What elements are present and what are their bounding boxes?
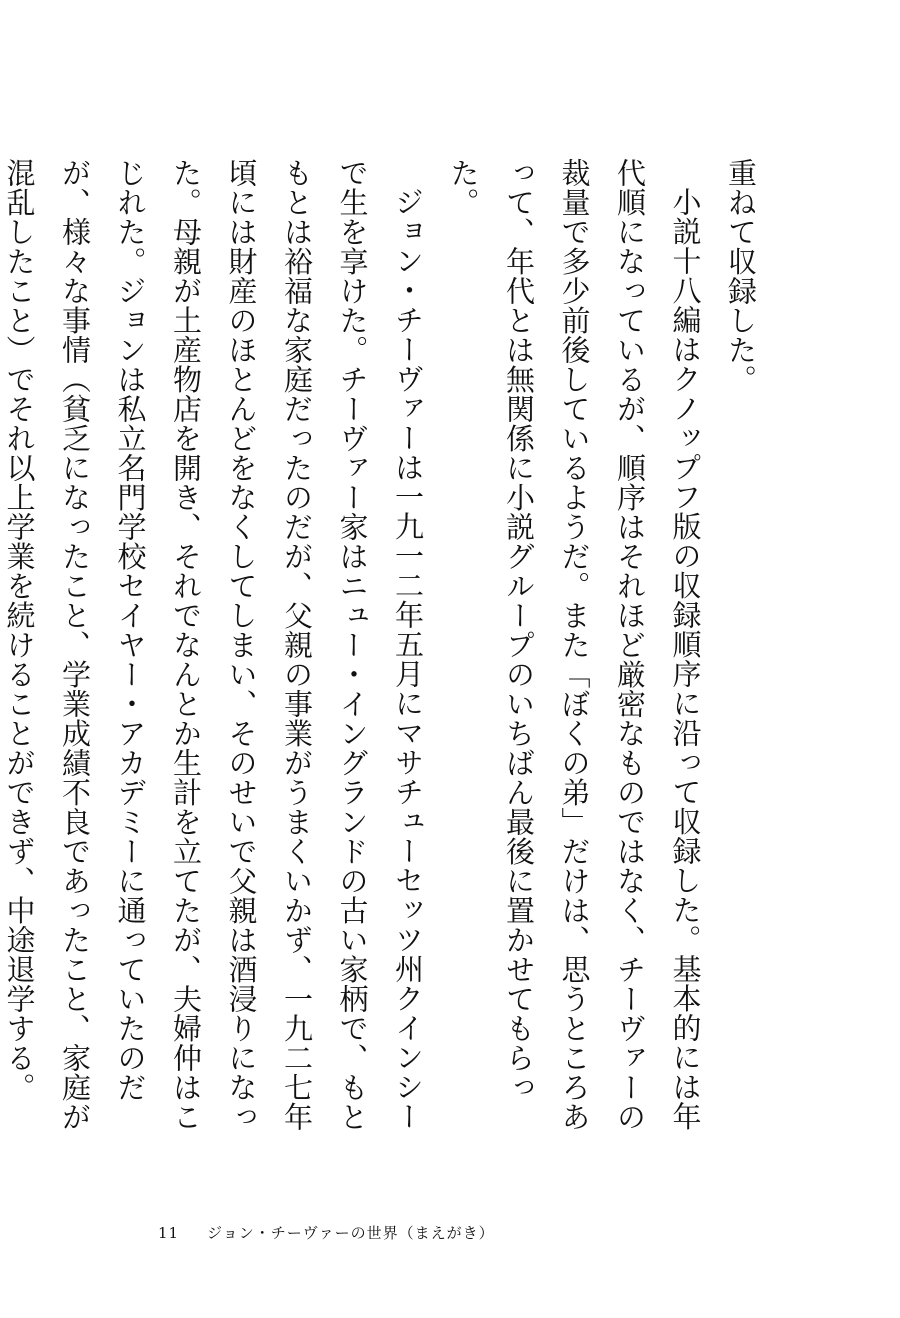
running-title: ジョン・チーヴァーの世界（まえがき）: [207, 1224, 495, 1242]
page-number: 11: [158, 1224, 180, 1242]
paragraph-biography: ジョン・チーヴァーは一九一二年五月にマサチューセッツ州クインシーで生を享けた。チーヴァー家はニュー・イングランドの古い家柄で、もともとは裕福な家庭だったのだが、父親の事業がうまくいかず、一九二七年頃には財産のほとんどをなくしてしまい、そのせいで父親は酒浸りになった。母親が土産物店を開き、それでなんとか生計を立てたが、夫婦仲はこじれた。ジョンは私立名門学校セイヤー・アカデミーに通っていたのだが、様々な事情（貧乏になったこと、学業成績不良であったこと、家庭が混乱したこと）でそれ以上学業を続けることができず、中途退学する。: [2, 158, 425, 1132]
body-text: [2, 158, 768, 1138]
paragraph-collection-order: 小説十八編はクノップフ版の収録順序に沿って収録した。基本的には年代順になっているが、順序はそれほど厳密なものではなく、チーヴァーの裁量で多少前後しているようだ。また「ぼくの弟」だけは、思うところあって、年代とは無関係に小説グループのいちばん最後に置かせてもらった。: [446, 158, 703, 1132]
page-footer: [158, 1222, 495, 1243]
paragraph-continuation: 重ねて収録した。: [724, 158, 758, 394]
